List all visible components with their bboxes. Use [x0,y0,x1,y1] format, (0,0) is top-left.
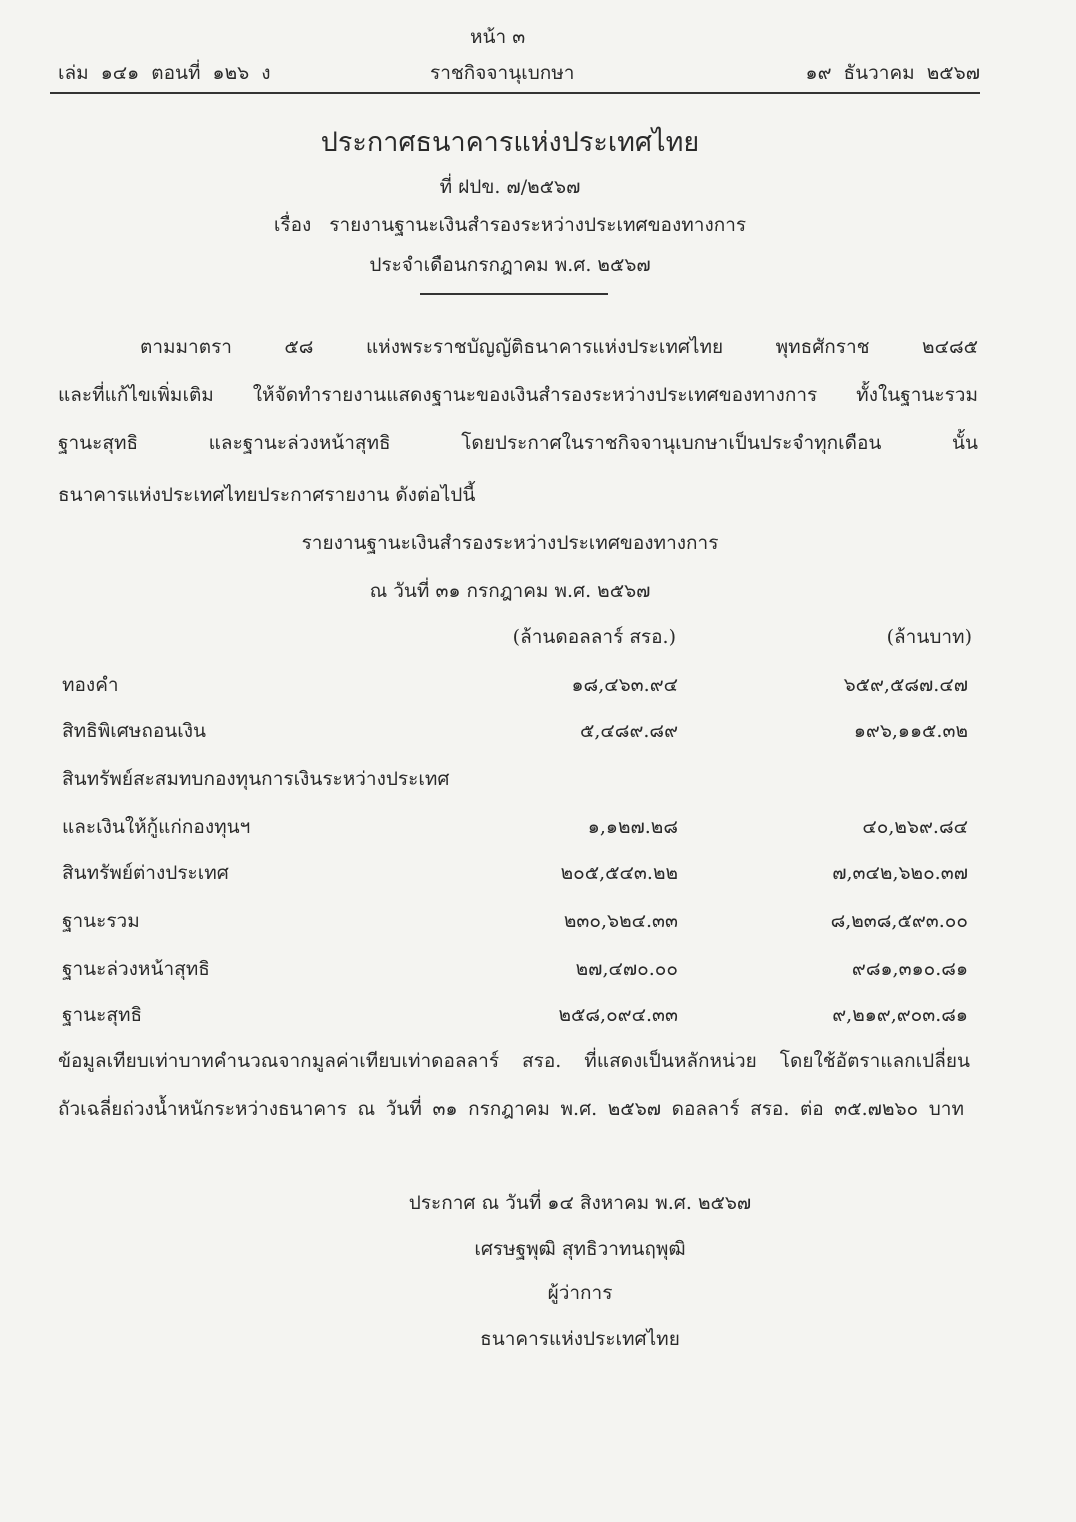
unit-thb: (ล้านบาท) [886,626,972,648]
notice-title: ประกาศธนาคารแห่งประเทศไทย [320,127,700,158]
row-label-net: ฐานะสุทธิ [62,1004,143,1026]
footnote-line-2: ถัวเฉลี่ยถ่วงน้ำหนักระหว่างธนาคาร ณ วันที่ ๓๑ กรกฎาคม พ.ศ. ๒๕๖๗ ดอลลาร์ สรอ. ต่อ ๓๕.๗๒๖๐ บาท [58,1098,964,1120]
row-thb-sdr: ๑๙๖,๑๑๕.๓๒ [853,720,968,742]
row-label-gold: ทองคำ [62,674,119,696]
row-label-imf-2: และเงินให้กู้แก่กองทุนฯ [62,816,251,838]
volume-issue: เล่ม ๑๔๑ ตอนที่ ๑๒๖ ง [58,62,271,84]
row-usd-net-forward: ๒๗,๔๗๐.๐๐ [575,958,678,980]
unit-usd: (ล้านดอลลาร์ สรอ.) [512,626,676,648]
footnote-line-1: ข้อมูลเทียบเท่าบาทคำนวณจากมูลค่าเทียบเท่าดอลลาร์ สรอ. ที่แสดงเป็นหลักหน่วย โดยใช้อัตราแลกเปลี่ยน [58,1050,970,1072]
report-title: รายงานฐานะเงินสำรองระหว่างประเทศของทางการ [301,532,719,554]
signatory-name: เศรษฐพุฒิ สุทธิวาทนฤพุฒิ [474,1238,686,1260]
page-number: หน้า ๓ [470,26,526,48]
row-thb-imf: ๔๐,๒๖๙.๘๔ [862,816,968,838]
publication-date: ๑๙ ธันวาคม ๒๕๖๗ [805,62,980,84]
row-usd-sdr: ๕,๔๘๙.๘๙ [580,720,678,742]
row-thb-net: ๙,๒๑๙,๙๐๓.๘๑ [832,1004,968,1026]
row-label-imf-1: สินทรัพย์สะสมทบกองทุนการเงินระหว่างประเทศ [62,768,450,790]
row-thb-gold: ๖๕๙,๕๘๗.๔๗ [843,674,968,696]
row-thb-gross: ๘,๒๓๘,๕๙๓.๐๐ [830,910,968,932]
notice-period: ประจำเดือนกรกฎาคม พ.ศ. ๒๕๖๗ [369,254,651,276]
report-as-of: ณ วันที่ ๓๑ กรกฎาคม พ.ศ. ๒๕๖๗ [369,580,651,602]
row-label-foreign-assets: สินทรัพย์ต่างประเทศ [62,862,229,884]
body-line-1: ตามมาตรา ๕๘ แห่งพระราชบัญญัติธนาคารแห่งประเทศไทย พุทธศักราช ๒๔๘๕ [140,336,978,358]
signatory-position: ผู้ว่าการ [547,1282,613,1304]
subject-text: รายงานฐานะเงินสำรองระหว่างประเทศของทางการ [329,214,747,236]
notice-subject [0,210,1020,240]
body-line-4: ธนาคารแห่งประเทศไทยประกาศรายงาน ดังต่อไปนี้ [58,484,476,506]
row-usd-net: ๒๕๘,๐๙๔.๓๓ [558,1004,678,1026]
body-line-2: และที่แก้ไขเพิ่มเติม ให้จัดทำรายงานแสดงฐานะของเงินสำรองระหว่างประเทศของทางการ ทั้งในฐานะรวม [58,384,978,406]
row-usd-gold: ๑๘,๔๖๓.๙๔ [571,674,678,696]
row-label-sdr: สิทธิพิเศษถอนเงิน [62,720,206,742]
row-usd-gross: ๒๓๐,๖๒๔.๓๓ [563,910,678,932]
announcement-date: ประกาศ ณ วันที่ ๑๔ สิงหาคม พ.ศ. ๒๕๖๗ [408,1192,752,1214]
header-divider [50,92,980,94]
signatory-organization: ธนาคารแห่งประเทศไทย [480,1328,680,1350]
row-label-net-forward: ฐานะล่วงหน้าสุทธิ [62,958,210,980]
row-usd-imf: ๑,๑๒๗.๒๘ [587,816,678,838]
notice-number: ที่ ฝปข. ๗/๒๕๖๗ [439,176,581,198]
subject-label: เรื่อง [273,214,312,236]
row-thb-net-forward: ๙๘๑,๓๑๐.๘๑ [851,958,968,980]
row-thb-foreign-assets: ๗,๓๔๒,๖๒๐.๓๗ [832,862,968,884]
title-divider [420,293,608,295]
row-usd-foreign-assets: ๒๐๕,๕๔๓.๒๒ [560,862,678,884]
gazette-name: ราชกิจจานุเบกษา [430,62,575,84]
body-line-3: ฐานะสุทธิ และฐานะล่วงหน้าสุทธิ โดยประกาศในราชกิจจานุเบกษาเป็นประจำทุกเดือน นั้น [58,432,978,454]
row-label-gross: ฐานะรวม [62,910,140,932]
